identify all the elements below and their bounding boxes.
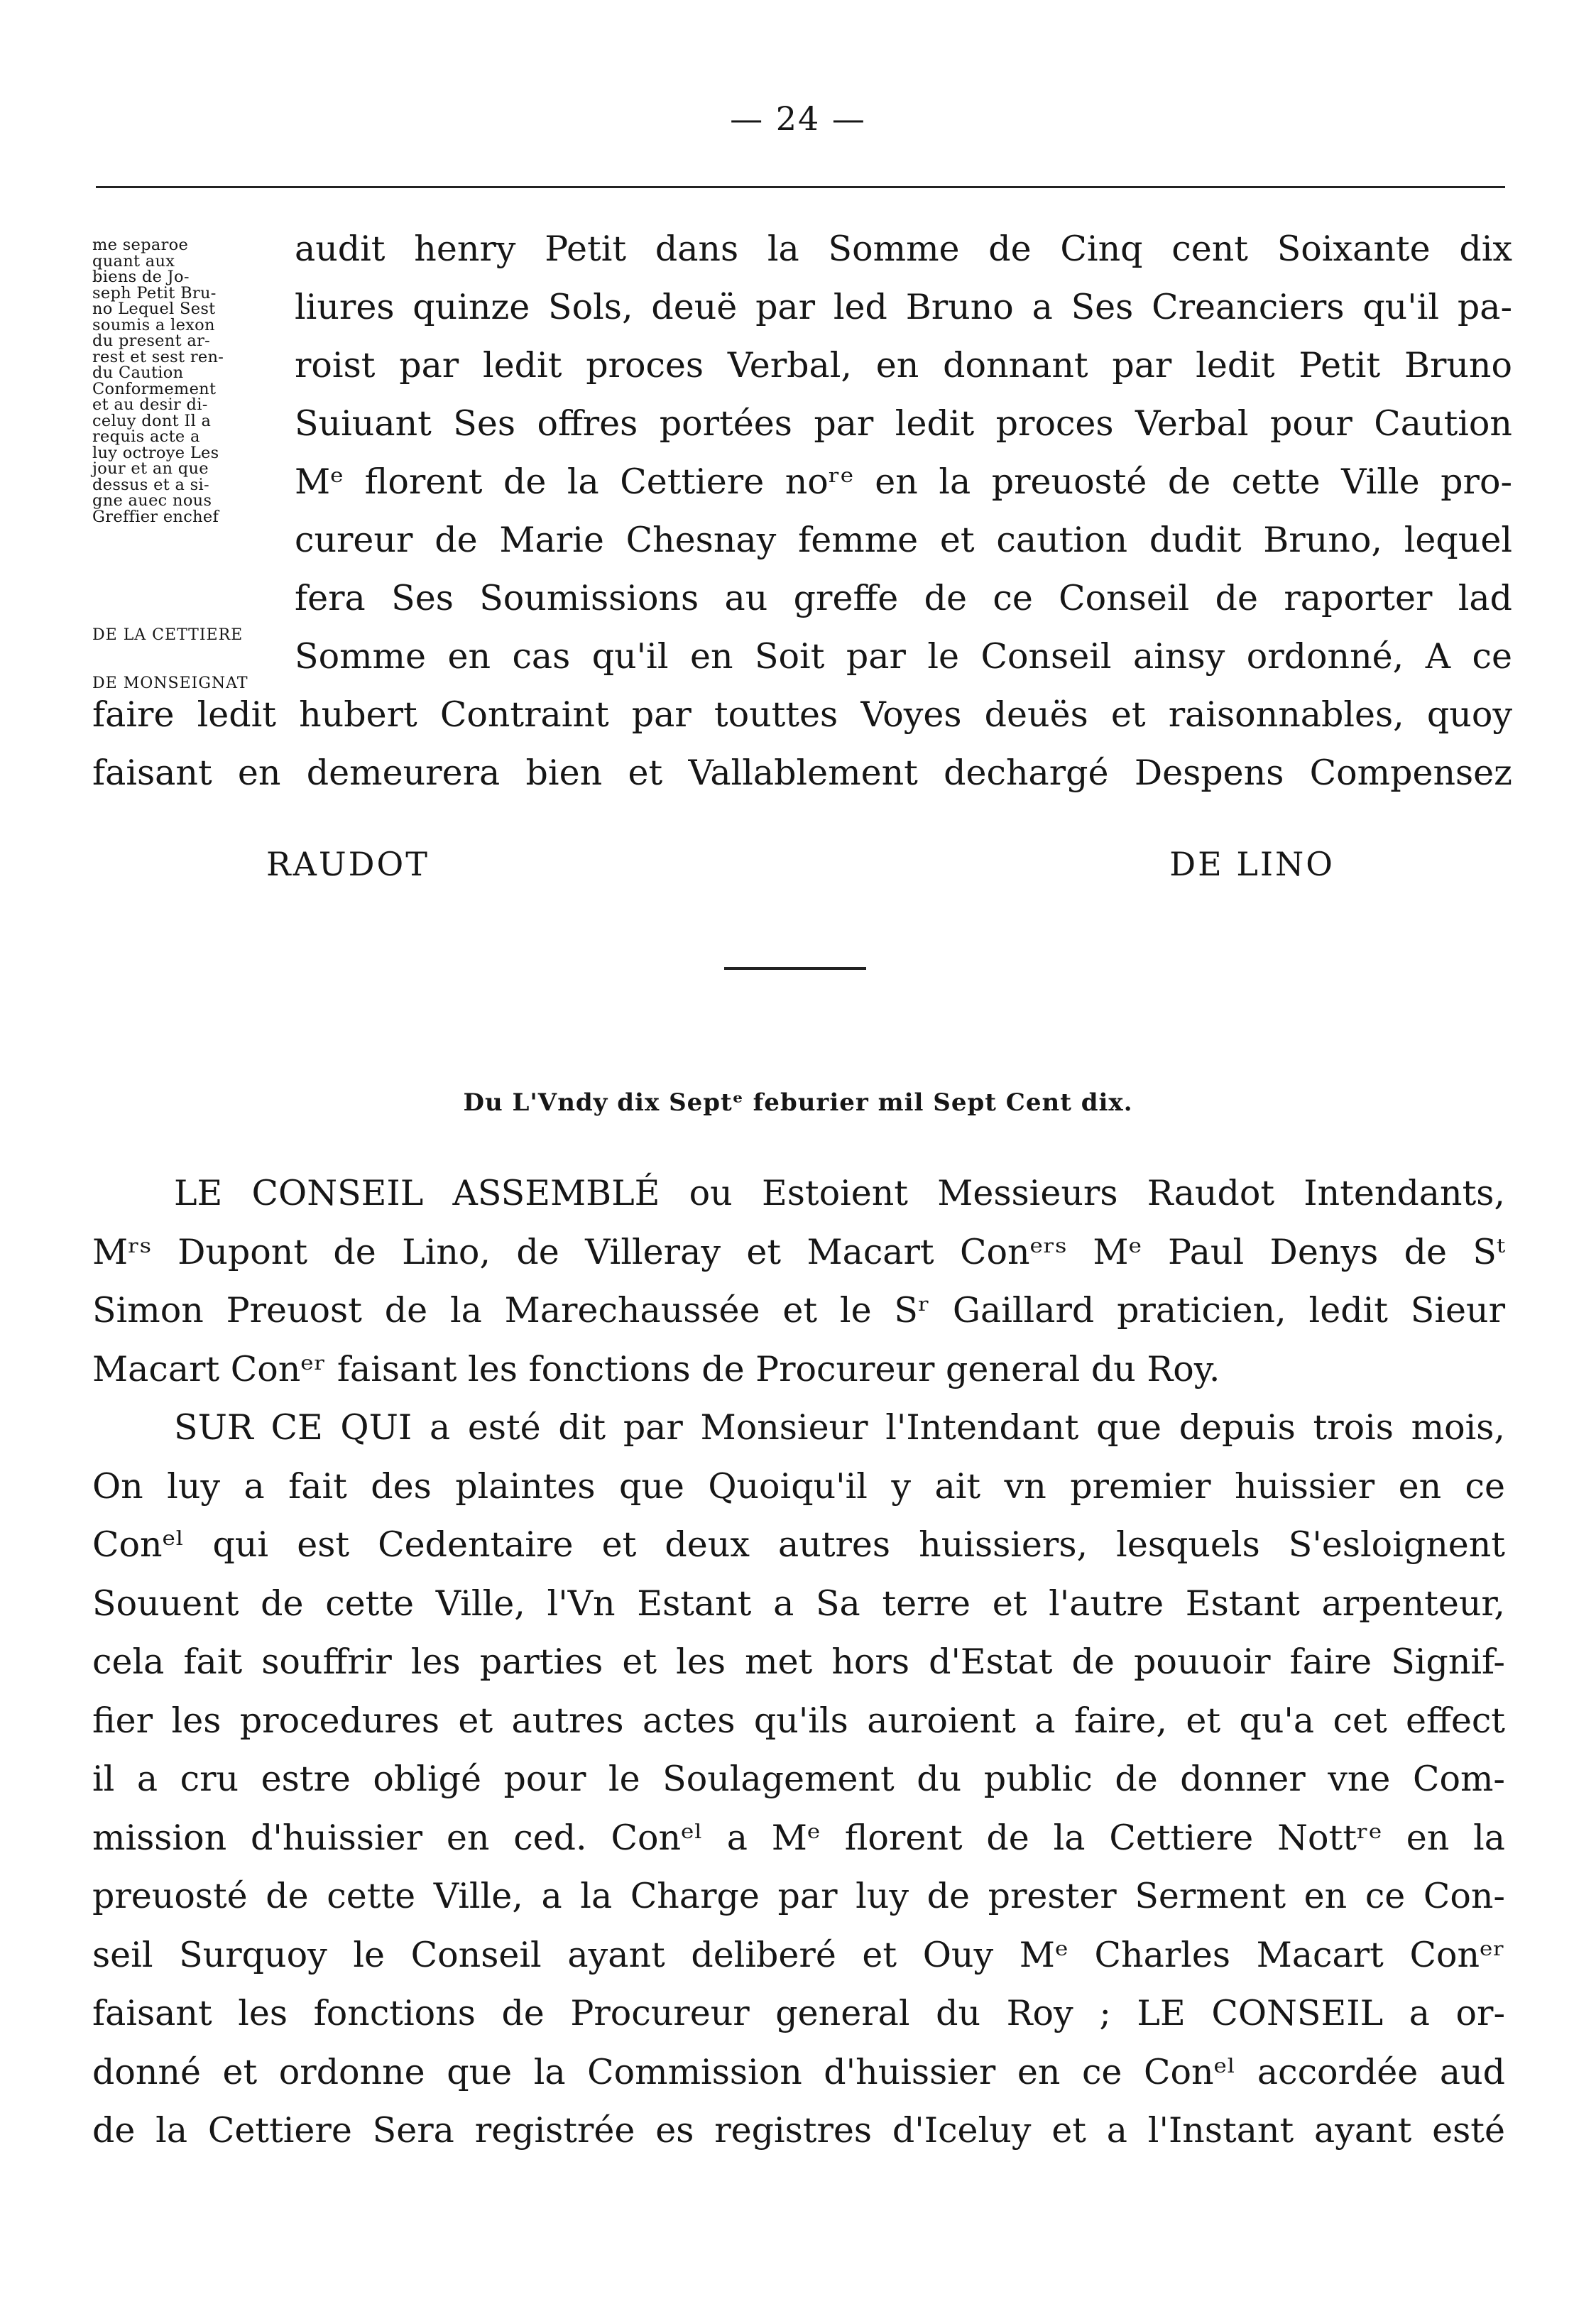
margin-note-line: dessus et a si- [92,475,209,494]
margin-note-line: celuy dont Il a [92,411,212,430]
margin-signature-de-monseignat: DE MONSEIGNAT [92,675,248,692]
text-line: Macart Conᵉʳ faisant les fonctions de Procureur general du Roy. [92,1348,1220,1389]
margin-note-line: et au desir di- [92,395,208,414]
text-line: Mʳˢ Dupont de Lino, de Villeray et Macart Conᵉʳˢ Mᵉ Paul Denys de Sᵗ [92,1231,1505,1272]
signature-de-lino: DE LINO [1169,845,1335,883]
margin-note-line: rest et sest ren- [92,347,224,366]
margin-note-line: requis acte a [92,427,200,446]
section-divider [724,967,866,970]
signatures [266,845,1335,883]
text-line: de la Cettiere Sera registrée es registres d'Iceluy et a l'Instant ayant esté [92,2110,1505,2151]
text-line: cureur de Marie Chesnay femme et caution dudit Bruno, lequel [295,520,1512,560]
margin-note-line: du Caution [92,364,184,382]
text-line: Conᵉˡ qui est Cedentaire et deux autres huissiers, lesquels S'esloignent [92,1524,1505,1565]
margin-note-line: luy octroye Les [92,443,219,462]
text-line: On luy a fait des plaintes que Quoiqu'il y ait vn premier huissier en ce [92,1465,1505,1507]
text-line: fera Ses Soumissions au greffe de ce Conseil de raporter lad [295,578,1512,618]
text-line: seil Surquoy le Conseil ayant deliberé et Ouy Mᵉ Charles Macart Conᵉʳ [92,1934,1505,1975]
text-line: audit henry Petit dans la Somme de Cinq cent Soixante dix [295,229,1512,269]
page-number: — 24 — [730,99,866,138]
text-line: preuosté de cette Ville, a la Charge par luy de prester Serment en ce Con- [92,1876,1505,1916]
text-line: faisant les fonctions de Procureur general du Roy ; LE CONSEIL a or- [92,1993,1505,2033]
text-line: Mᵉ florent de la Cettiere noʳᵉ en la preuosté de cette Ville pro- [295,462,1512,502]
margin-note-line: seph Petit Bru- [92,283,217,302]
margin-note-line: quant aux [92,251,175,271]
text-line: fier les procedures et autres actes qu'ils auroient a faire, et qu'a cet effect [92,1700,1505,1741]
first-block [92,220,1512,802]
top-rule [96,186,1505,188]
text-line: LE CONSEIL ASSEMBLÉ ou Estoient Messieurs Raudot Intendants, [174,1173,1505,1213]
text-line: mission d'huissier en ced. Conᵉˡ a Mᵉ florent de la Cettiere Nottʳᵉ en la [92,1817,1505,1858]
text-line: donné et ordonne que la Commission d'huissier en ce Conᵉˡ accordée aud [92,2051,1505,2092]
text-line: SUR CE QUI a esté dit par Monsieur l'Intendant que depuis trois mois, [174,1407,1505,1448]
text-line: Suiuant Ses offres portées par ledit proces Verbal pour Caution [295,403,1512,444]
margin-note-line: soumis a lexon [92,315,215,334]
text-line: Souuent de cette Ville, l'Vn Estant a Sa terre et l'autre Estant arpenteur, [92,1583,1505,1624]
margin-note [92,237,305,525]
indented-paragraph [92,220,1512,686]
full-width-paragraph [92,686,1512,802]
text-line: cela fait souffrir les parties et les met hors d'Estat de pouuoir faire Signif- [92,1642,1505,1682]
margin-note-line: biens de Jo- [92,268,190,286]
margin-note-line: Conformement [92,379,217,398]
text-line: il a cru estre obligé pour le Soulagement du public de donner vne Com- [92,1759,1505,1799]
margin-signature-de-la-cettiere: DE LA CETTIERE [92,626,244,644]
text-line: faire ledit hubert Contraint par touttes Voyes deuës et raisonnables, quoy [92,694,1512,735]
date-heading: Du L'Vndy dix Septᵉ feburier mil Sept Cent dix. [463,1088,1133,1117]
margin-note-line: jour et an que [92,459,209,478]
margin-note-line: Greffier enchef [92,507,219,526]
text-line: faisant en demeurera bien et Vallablement dechargé Despens Compensez [92,753,1512,793]
second-block [92,1164,1505,2161]
margin-note-line: du present ar- [92,332,211,350]
margin-note-line: no Lequel Sest [92,300,216,318]
text-line: Simon Preuost de la Marechaussée et le Sʳ Gaillard praticien, ledit Sieur [92,1290,1505,1331]
margin-note-line: gne auec nous [92,491,212,510]
margin-note-line: me separoe [92,236,189,254]
text-line: Somme en cas qu'il en Soit par le Conseil ainsy ordonné, A ce [295,636,1512,677]
text-line: roist par ledit proces Verbal, en donnant par ledit Petit Bruno [295,345,1512,386]
text-line: liures quinze Sols, deuë par led Bruno a Ses Creanciers qu'il pa- [295,287,1512,327]
signature-raudot: RAUDOT [266,845,430,883]
